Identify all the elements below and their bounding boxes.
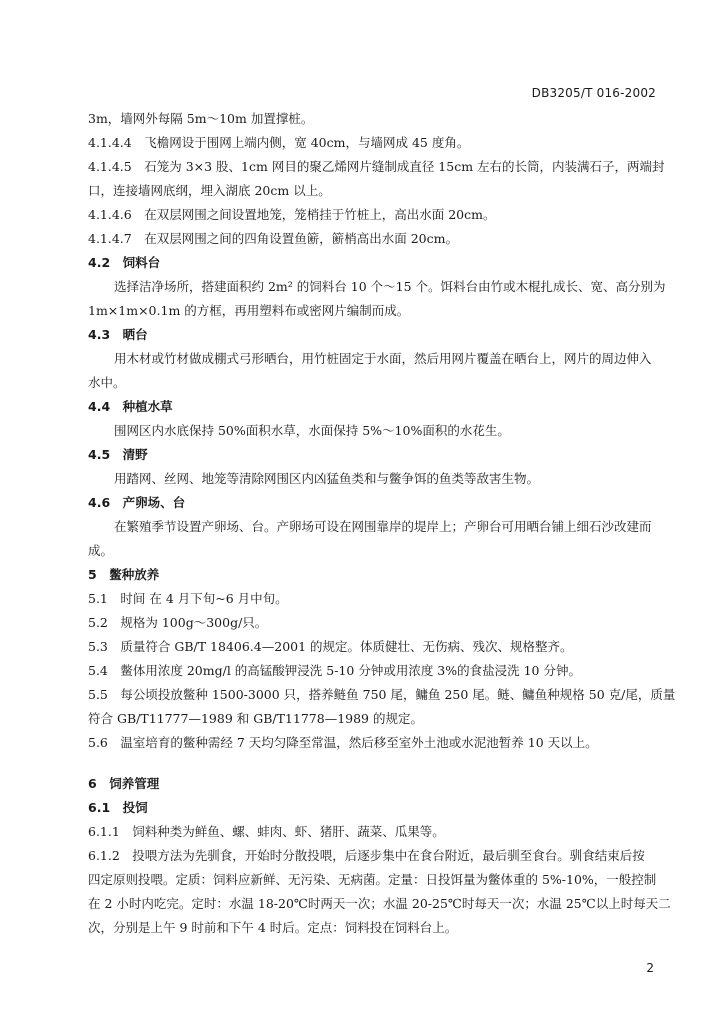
text-line: 在 2 小时内吃完。定时：水温 18-20℃时两天一次；水温 20-25℃时每天一次；水温 25℃以上时每天二 <box>88 896 671 911</box>
text-line: 成。 <box>88 543 114 558</box>
text-line: 6.1.1 饲料种类为鲜鱼、螺、蚌肉、虾、猪肝、蔬菜、瓜果等。 <box>88 824 445 839</box>
section-heading: 4.2 饲料台 <box>88 255 161 270</box>
chapter-heading: 5 鳖种放养 <box>88 567 160 582</box>
text-line: 4.1.4.4 飞檐网设于围网上端内侧，宽 40cm，与墙网成 45 度角。 <box>88 135 470 150</box>
text-line: 5.4 鳖体用浓度 20mg/l 的高锰酸钾浸洗 5-10 分钟或用浓度 3%的食盐浸洗 10 分钟。 <box>88 663 581 678</box>
text-line: 1m×1m×0.1m 的方框，再用塑料布或密网片编制而成。 <box>88 303 410 318</box>
text-line: 用踏网、丝网、地笼等清除网围区内凶猛鱼类和与鳖争饵的鱼类等敌害生物。 <box>114 471 540 486</box>
text-line: 四定原则投喂。定质：饲料应新鲜、无污染、无病菌。定量：日投饵量为鳖体重的 5%-10%，一般控制 <box>88 872 657 887</box>
text-line: 4.1.4.7 在双层网围之间的四角设置鱼簖，簖梢高出水面 20cm。 <box>88 231 458 246</box>
text-line: 符合 GB/T11777—1989 和 GB/T11778—1989 的规定。 <box>88 711 423 726</box>
text-line: 5.2 规格为 100g～300g/只。 <box>88 615 268 630</box>
text-line: 用木材或竹材做成棚式弓形晒台，用竹桩固定于水面，然后用网片覆盖在晒台上，网片的周边伸入 <box>114 351 652 366</box>
section-heading: 4.6 产卵场、台 <box>88 495 186 510</box>
section-heading: 6.1 投饲 <box>88 800 148 815</box>
page-number: 2 <box>646 961 654 975</box>
section-heading: 4.5 清野 <box>88 447 148 462</box>
text-line: 选择洁净场所，搭建面积约 2m² 的饲料台 10 个～15 个。饵料台由竹或木棍扎成长、宽、高分别为 <box>114 279 666 294</box>
text-line: 5.5 每公顷投放鳖种 1500-3000 只，搭养鲢鱼 750 尾，鳙鱼 250 尾。鲢、鳙鱼种规格 50 克/尾，质量 <box>88 687 676 702</box>
text-line: 水中。 <box>88 375 126 390</box>
text-line: 4.1.4.6 在双层网围之间设置地笼，笼梢挂于竹桩上，高出水面 20cm。 <box>88 207 496 222</box>
chapter-heading: 6 饲养管理 <box>88 776 160 791</box>
text-line: 4.1.4.5 石笼为 3×3 股、1cm 网目的聚乙烯网片缝制成直径 15cm 左右的长筒，内装满石子，两端封 <box>88 159 665 174</box>
section-heading: 4.4 种植水草 <box>88 399 173 414</box>
text-line: 6.1.2 投喂方法为先驯食，开始时分散投喂，后逐步集中在食台附近，最后驯至食台。驯食结束后按 <box>88 848 645 863</box>
text-line: 围网区内水底保持 50%面积水草，水面保持 5%～10%面积的水花生。 <box>114 423 510 438</box>
text-line: 在繁殖季节设置产卵场、台。产卵场可设在网围靠岸的堤岸上；产卵台可用晒台铺上细石沙改建而 <box>114 519 652 534</box>
text-line: 5.6 温室培育的鳖种需经 7 天均匀降至常温，然后移至室外土池或水泥池暂养 10 天以上。 <box>88 735 598 750</box>
text-line: 次，分别是上午 9 时前和下午 4 时后。定点：饲料投在饲料台上。 <box>88 920 458 935</box>
standard-code: DB3205/T 016-2002 <box>531 86 656 100</box>
text-line: 5.3 质量符合 GB/T 18406.4—2001 的规定。体质健壮、无伤病、残次、规格整齐。 <box>88 639 573 654</box>
text-line: 口，连接墙网底纲，埋入湖底 20cm 以上。 <box>88 183 331 198</box>
text-line: 3m，墙网外每隔 5m～10m 加置撑桩。 <box>88 111 314 126</box>
section-heading: 4.3 晒台 <box>88 327 148 342</box>
text-line: 5.1 时间 在 4 月下旬~6 月中旬。 <box>88 591 288 606</box>
